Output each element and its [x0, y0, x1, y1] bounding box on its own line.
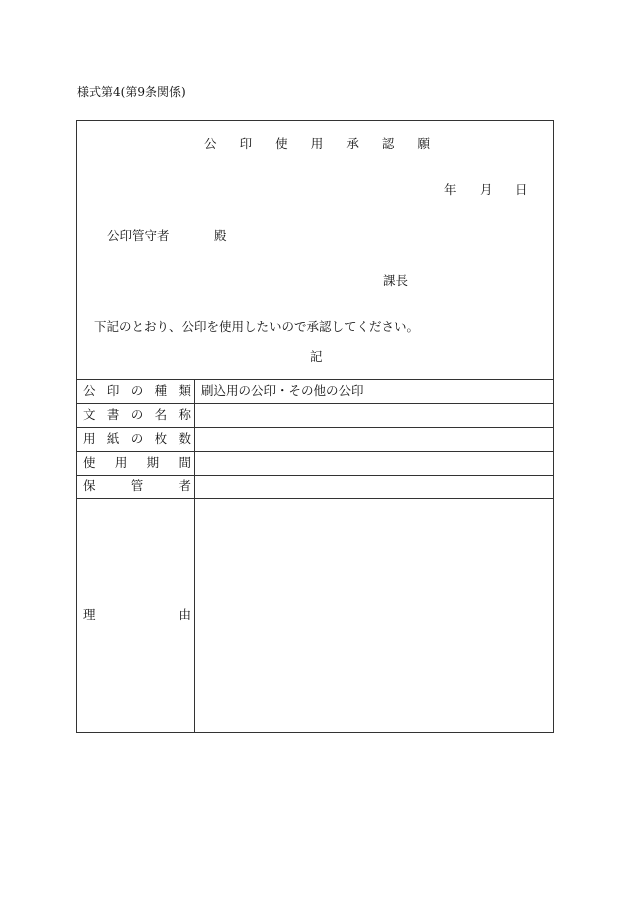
row-label-custodian: 保 管 者 [83, 478, 191, 493]
row-divider [77, 427, 553, 428]
date-month: 月 [480, 182, 493, 197]
row-label-reason: 理 由 [83, 607, 191, 622]
row-divider [77, 451, 553, 452]
title-char: 承 [346, 136, 359, 151]
row-divider [77, 475, 553, 476]
row-value-seal-type[interactable]: 刷込用の公印・その他の公印 [201, 383, 364, 398]
table-top-border [77, 379, 553, 380]
form-number: 様式第4(第9条関係) [77, 85, 186, 99]
title-char: 使 [275, 136, 288, 151]
title-char: 願 [417, 136, 430, 151]
application-form [76, 120, 554, 733]
title-char: 印 [239, 136, 253, 151]
row-label-sheet-count: 用 紙 の 枚 数 [83, 431, 191, 446]
row-label-document-name: 文 書 の 名 称 [83, 407, 191, 422]
date-year: 年 [444, 182, 457, 197]
form-title [204, 138, 430, 151]
addressee-honorific: 殿 [214, 228, 227, 243]
row-label-seal-type: 公 印 の 種 類 [83, 383, 191, 398]
row-divider [77, 498, 553, 499]
request-text: 下記のとおり、公印を使用したいので承認してください。 [94, 319, 420, 334]
addressee-name: 公印管守者 [107, 228, 170, 243]
title-char: 用 [310, 136, 324, 151]
date-day: 日 [515, 182, 528, 197]
title-char: 公 [204, 136, 217, 151]
row-divider [77, 403, 553, 404]
column-divider [194, 379, 195, 733]
ki-heading: 記 [310, 349, 323, 364]
title-char: 認 [381, 136, 395, 151]
row-value-reason[interactable] [201, 505, 541, 725]
sender-title: 課長 [383, 273, 409, 288]
row-label-usage-period: 使 用 期 間 [83, 455, 191, 470]
